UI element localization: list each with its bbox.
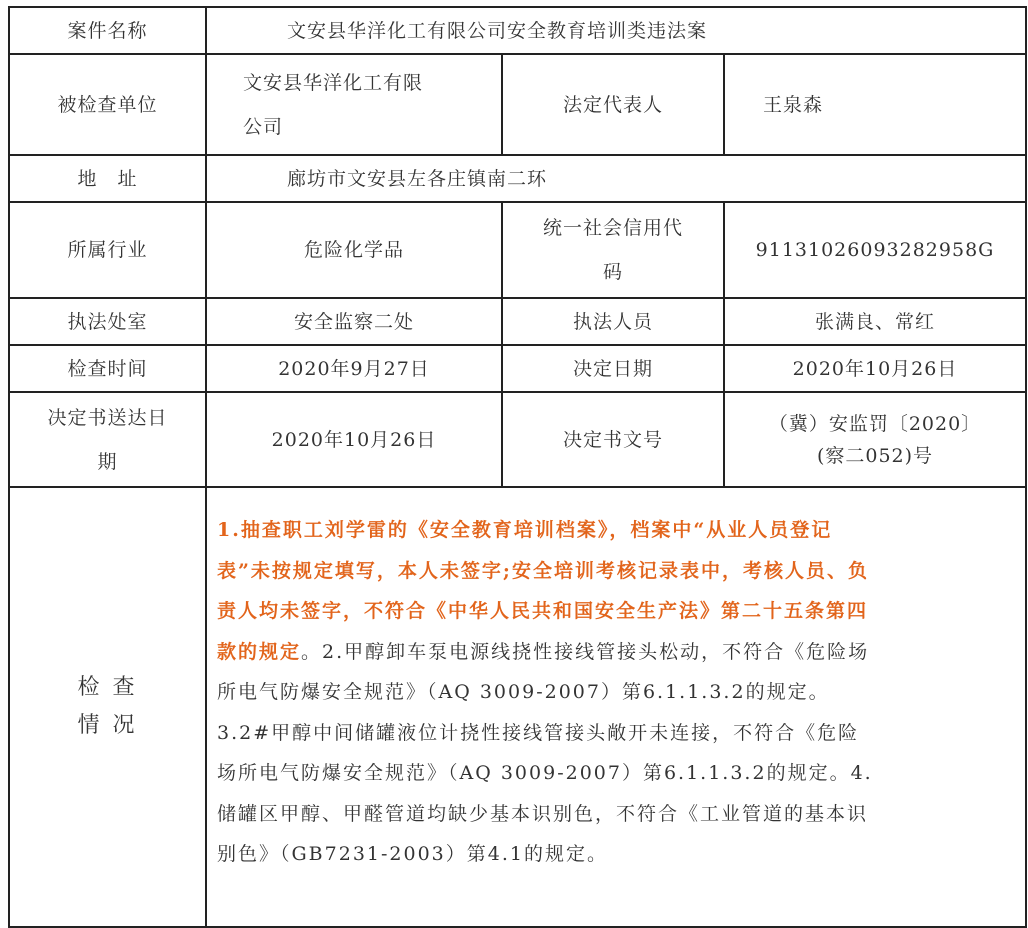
inspected-unit-value	[206, 54, 502, 155]
row-inspect-time	[9, 345, 1026, 392]
inspected-unit-value-line1: 文安县华洋化工有限	[243, 71, 424, 94]
row-office	[9, 298, 1026, 345]
address-value: 廊坊市文安县左各庄镇南二环	[206, 155, 1026, 202]
doc-number-line2: (察二052)号	[816, 444, 934, 467]
inspected-unit-label: 被检查单位	[9, 54, 206, 155]
case-name-value: 文安县华洋化工有限公司安全教育培训类违法案	[206, 7, 1026, 54]
credit-code-label-line2: 码	[602, 261, 623, 283]
doc-number-label: 决定书文号	[502, 392, 724, 487]
delivery-value: 2020年10月26日	[206, 392, 502, 487]
inspected-unit-value-line2: 公司	[243, 115, 284, 138]
row-delivery	[9, 392, 1026, 487]
credit-code-label	[502, 202, 724, 298]
credit-code-value: 91131026093282958G	[724, 202, 1026, 298]
address-label: 地 址	[9, 155, 206, 202]
office-value: 安全监察二处	[206, 298, 502, 345]
staff-value: 张满良、常红	[724, 298, 1026, 345]
credit-code-label-line1: 统一社会信用代	[542, 217, 683, 239]
doc-number-value	[724, 392, 1026, 487]
legal-rep-value: 王泉森	[724, 54, 1026, 155]
staff-label: 执法人员	[502, 298, 724, 345]
industry-value: 危险化学品	[206, 202, 502, 298]
inspection-label-line1: 检 查	[77, 675, 138, 700]
inspection-highlight: 1.抽查职工刘学雷的《安全教育培训档案》，档案中“从业人员登记表”未按规定填写，本人未签字;安全培训考核记录表中，考核人员、负责人均未签字，不符合《中华人民共和国安全生产法》第二十五条第四款的规定	[217, 519, 869, 663]
delivery-label-line2: 期	[97, 450, 118, 473]
delivery-label	[9, 392, 206, 487]
row-industry	[9, 202, 1026, 298]
inspection-label-line2: 情 况	[77, 713, 138, 738]
doc-number-line1: （冀）安监罚〔2020〕	[768, 412, 982, 435]
inspection-label	[9, 487, 206, 927]
case-name-label: 案件名称	[9, 7, 206, 54]
decision-date-label: 决定日期	[502, 345, 724, 392]
delivery-label-line1: 决定书送达日	[47, 406, 168, 429]
case-info-table	[8, 6, 1027, 928]
inspection-details	[206, 487, 1026, 927]
legal-rep-label: 法定代表人	[502, 54, 724, 155]
office-label: 执法处室	[9, 298, 206, 345]
row-inspection	[9, 487, 1026, 927]
inspect-time-value: 2020年9月27日	[206, 345, 502, 392]
industry-label: 所属行业	[9, 202, 206, 298]
row-case-name	[9, 7, 1026, 54]
decision-date-value: 2020年10月26日	[724, 345, 1026, 392]
row-inspected-unit	[9, 54, 1026, 155]
inspect-time-label: 检查时间	[9, 345, 206, 392]
inspection-rest: 。2.甲醇卸车泵电源线挠性接线管接头松动，不符合《危险场所电气防爆安全规范》（AQ 3009-2007）第6.1.1.3.2的规定。3.2#甲醇中间储罐液位计挠性接线管接头敞开未连接，不符合《危险场所电气防爆安全规范》（AQ 3009-2007）第6.1.1.3.2的规定。4.储罐区甲醇、甲醛管道均缺少基本识别色，不符合《工业管道的基本识别色》（GB7231-2003）第4.1的规定。	[217, 640, 873, 865]
row-address	[9, 155, 1026, 202]
